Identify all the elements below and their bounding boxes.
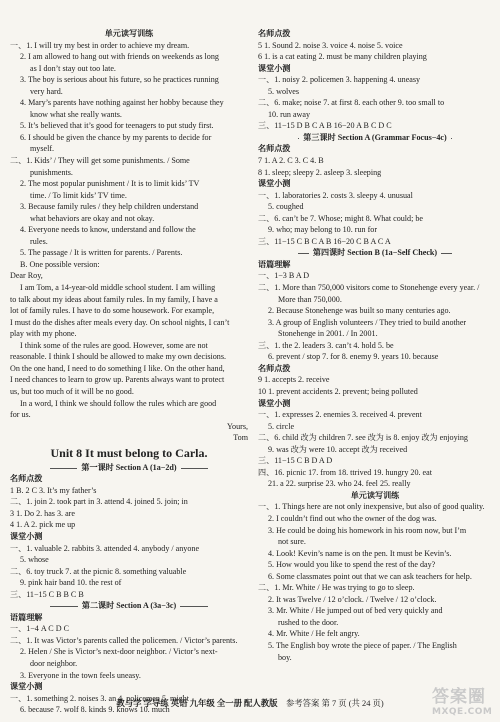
section-heading-text: 第三课时 Section A (Grammar Focus−4c) [299,133,450,142]
right-line: 9. who; may belong to 10. run for [268,225,378,235]
left-line: 4 1. A 2. pick me up [10,520,76,530]
left-line [10,462,248,474]
watermark-logo [432,688,494,718]
right-line: 一、1. noisy 2. policemen 3. happening 4. uneasy [258,75,421,85]
right-line: rushed to the door. [278,617,339,627]
watermark-url: MXQE.COM [432,707,493,717]
left-line: 单元读写训练 [104,29,154,38]
right-line: 5. The English boy wrote the piece of paper. / The English [268,640,457,650]
right-line: 语篇理解 [258,259,291,269]
left-line: 9. pink hair band 10. the rest of [20,578,122,588]
right-line: 名师点拨 [258,144,291,154]
right-line: 四、16. picnic 17. from 18. ttrived 19. hungry 20. eat [258,467,432,477]
left-line: 3. Because family rules / they help children understand [20,202,199,212]
right-line: 二、1. More than 750,000 visitors come to Stonehenge every year. / [258,283,480,293]
left-line: I think some of the rules are good. However, some are not [20,340,208,350]
left-line: On the one hand, I need to do something I like. On the other hand, [10,363,225,373]
right-line: 4. Look! Kevin’s name is on the pen. It must be Kevin’s. [268,548,452,558]
left-line: 二、1. join 2. took part in 3. attend 4. joined 5. join; in [10,497,188,507]
right-line: 3. He could be doing his homework in his room now, but I’m [268,525,467,535]
left-line: 2. I am allowed to hang out with friends on weekends as long [20,52,219,62]
left-line: 一、1. valuable 2. rabbits 3. attended 4. anybody / anyone [10,543,200,553]
right-line: 3. Mr. White / He jumped out of bed very quickly and [268,606,443,616]
right-line: 6. prevent / stop 7. for 8. enemy 9. years 10. because [268,352,439,362]
left-line: I must do the dishes after meals every day. On school nights, I can’t [10,317,230,327]
left-line: 二、6. toy truck 7. at the picnic 8. something valuable [10,566,187,576]
left-line: 2. The most popular punishment / It is to limit kids’ TV [20,179,200,189]
right-line: 课堂小测 [258,179,291,189]
right-line: 5. wolves [268,86,300,96]
right-line: 一、1. laboratories 2. costs 3. sleepy 4. unusual [258,190,413,200]
footer-page-number: 参考答案 第 7 页 (共 24 页) [285,699,384,708]
left-line: to talk about my ideas about family rules. In my family, I have a [10,294,218,304]
left-line: I am Tom, a 14-year-old middle school student. I am willing [20,283,216,293]
footer-brand: 教与学 学导练 英语 九年级 全一册 配人教版 [116,699,278,708]
right-line: 6. Some classmates point out that we can ask teachers for help. [268,571,472,581]
left-line: 4. Mary’s parents have nothing against her hobby because they [20,98,224,108]
left-line: 二、1. It was Victor’s parents called the policemen. / Victor’s parents. [10,635,238,645]
right-line: 三、1. the 2. leaders 3. can’t 4. hold 5. be [258,340,394,350]
right-line: 二、6. child 改为 children 7. see 改为 is 8. enjoy 改为 enjoying [258,433,468,443]
right-line: 三、11−15 C B D A D [258,456,333,466]
right-line: 2. I couldn’t find out who the owner of the dog was. [268,513,437,523]
left-line: 3. The boy is serious about his future, so he practices running [20,75,219,85]
right-line: 5 1. Sound 2. noise 3. voice 4. noise 5. voice [258,40,403,50]
left-line [10,600,248,612]
left-line: B. One possible version: [20,259,100,269]
left-line: Yours, [227,421,248,431]
left-line: reasonable. I think I should be allowed to make my own decisions. [10,352,227,362]
right-line: 一、1−3 B A D [258,271,310,281]
right-line: 一、1. expresses 2. enemies 3. received 4. prevent [258,410,422,420]
right-line: 名师点拨 [258,363,291,373]
left-line: 4. Everyone needs to know, understand and follow the [20,225,196,235]
right-line: 三、11−15 C B C A B 16−20 C B A C A [258,236,391,246]
left-line: 3. Everyone in the town feels uneasy. [20,670,141,680]
left-line: play with my phone. [10,329,77,339]
left-line: 6. I should be given the chance by my parents to decide for [20,132,212,142]
right-line: 2. It was Twelve / 12 o’clock. / Twelve / 12 o’clock. [268,594,437,604]
left-line: very hard. [30,86,63,96]
right-line: 单元读写训练 [350,490,400,500]
right-line: 21. a 22. surprise 23. who 24. feel 25. really [268,479,411,489]
right-column [258,28,492,663]
left-line: us, but too much of it will be no good. [10,386,134,396]
right-line: 课堂小测 [258,63,291,73]
left-line: Unit 8 It must belong to Carla. [50,445,208,460]
left-line: 一、1. I will try my best in order to achieve my dream. [10,40,190,50]
left-line: 课堂小测 [10,682,43,692]
left-line: door neighbor. [30,658,78,668]
left-line: lot of family rules. I have to do some housework. For example, [10,306,215,316]
left-line: 1 B. 2 C 3. It’s my father’s [10,485,97,495]
left-line: punishments. [30,167,73,177]
right-line: 3. A group of English volunteers / They tried to build another [268,317,467,327]
left-line: for us. [10,410,31,420]
left-line: know what she really wants. [30,109,122,119]
right-line: 二、6. make; noise 7. at first 8. each other 9. too small to [258,98,445,108]
right-line: 9. was 改为 were 10. accept 改为 received [268,444,408,454]
page-footer [0,697,500,709]
left-line: Dear Roy, [10,271,43,281]
right-line [258,132,492,144]
left-line: 一、1−4 A C D C [10,624,69,634]
right-line: 9 1. accepts 2. receive [258,375,330,385]
watermark-title: 答案圈 [432,687,486,707]
right-line: 4. Mr. White / He felt angry. [268,629,360,639]
right-line: 课堂小测 [258,398,291,408]
left-line: time. / To limit kids’ TV time. [30,190,127,200]
section-heading-text: 第二课时 Section A (3a−3c) [78,601,180,610]
left-line: 三、11−15 C B B C B [10,589,84,599]
left-line: I need chances to learn to grow up. Parents always want to protect [10,375,225,385]
right-line: 6 1. is a cat eating 2. must be many children playing [258,52,427,62]
left-line: 语篇理解 [10,612,43,622]
left-line: as I don’t stay out too late. [30,63,116,73]
left-line: In a word, I think we should follow the rules which are good [20,398,217,408]
right-line: 2. Because Stonehenge was built so many centuries ago. [268,306,451,316]
left-line: 5. The passage / It is written for parents. / Parents. [20,248,183,258]
right-line: 5. coughed [268,202,304,212]
left-line: 一、1. something 2. noises 3. an 4. policemen 5. might [10,693,189,703]
left-line: 5. It’s believed that it’s good for teenagers to put study first. [20,121,214,131]
left-line: 名师点拨 [10,474,43,484]
right-line: 名师点拨 [258,29,291,38]
right-line: 一、1. Things here are not only inexpensive, but also of good quality. [258,502,485,512]
right-line: 10. run away [268,109,311,119]
left-line: 3 1. Do 2. has 3. are [10,508,75,518]
section-heading-text: 第一课时 Section A (1a−2d) [77,463,180,472]
left-column [10,28,248,716]
right-line: More than 750,000. [278,294,342,304]
left-line: what behaviors are okay and not okay. [30,213,155,223]
right-line: 8 1. sleep; sleepy 2. asleep 3. sleeping [258,167,382,177]
left-line: 6. because 7. wolf 8. kinds 9. knows 10. much [20,705,170,715]
right-line: 三、11−15 D B C A B 16−20 A B C D C [258,121,392,131]
left-line: 2. Helen / She is Victor’s next-door neighbor. / Victor’s next- [20,647,218,657]
right-line: boy. [278,652,292,662]
left-line: Tom [233,433,248,443]
section-heading-text: 第四课时 Section B (1a−Self Check) [309,248,441,257]
left-line: rules. [30,236,48,246]
right-line: 7 1. A 2. C 3. C 4. B [258,156,324,166]
left-line: 二、1. Kids’ / They will get some punishments. / Some [10,156,190,166]
left-line: 5. whose [20,555,49,565]
left-line: myself. [30,144,55,154]
right-line: 5. circle [268,421,295,431]
right-line: 二、6. can’t be 7. Whose; might 8. What could; be [258,213,423,223]
right-line [258,247,492,259]
right-line: 10 1. prevent accidents 2. prevent; being polluted [258,386,418,396]
right-line: not sure. [278,537,306,547]
right-line: 二、1. Mr. White / He was trying to go to sleep. [258,583,415,593]
right-line: Stonehenge in 2001. / In 2001. [278,329,378,339]
left-line: 课堂小测 [10,531,43,541]
right-line: 5. How would you like to spend the rest of the day? [268,560,436,570]
